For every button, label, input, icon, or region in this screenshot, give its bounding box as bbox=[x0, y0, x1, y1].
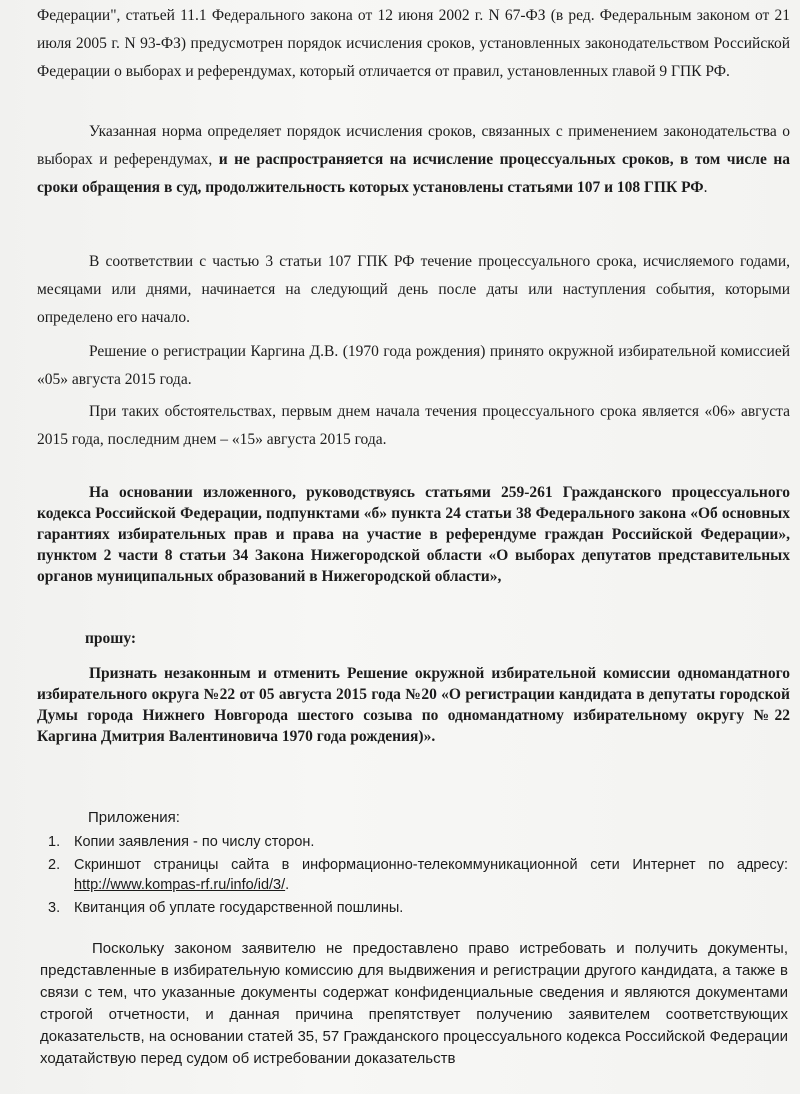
paragraph-4: Решение о регистрации Каргина Д.В. (1970 года рождения) принято окружной избирательной комиссией «05» августа 2015 года. bbox=[37, 343, 790, 388]
appendix-item-number: 3. bbox=[48, 900, 61, 916]
appendix-item-number: 1. bbox=[48, 834, 61, 850]
paragraph-2-bold: и не распространяется на исчисление процессуальных сроков, в том числе на сроки обращения в суд, продолжительность которых установлены статьями 107 и 108 ГПК РФ bbox=[37, 151, 790, 196]
paragraph-2-end: . bbox=[703, 179, 708, 196]
paragraph-6: На основании изложенного, руководствуясь статьями 259-261 Гражданского процессуального кодекса Российской Федерации, подпунктами «б» пункта 24 статьи 38 Федерального закона «Об основных гарантиях избирательных прав и права на участие в референдуме граждан Российской Федерации», пунктом 2 части 8 статьи 34 Закона Нижегородской области «О выборах депутатов представительных органов муниципальных образований в Нижегородской области», bbox=[37, 484, 790, 585]
appendix-item bbox=[42, 898, 788, 918]
paragraph-5: При таких обстоятельствах, первым днем начала течения процессуального срока является «06» августа 2015 года, последним днем – «15» августа 2015 года. bbox=[37, 403, 790, 448]
appendix-item bbox=[42, 855, 788, 895]
appendix-title: Приложения: bbox=[88, 809, 180, 826]
appendix-list bbox=[42, 832, 788, 918]
paragraph-7: Признать незаконным и отменить Решение окружной избирательной комиссии одномандатного избирательного округа №22 от 05 августа 2015 года №20 «О регистрации кандидата в депутаты городской Думы города Нижнего Новгорода шестого созыва по одномандатному избирательному округу №22 Каргина Дмитрия Валентиновича 1970 года рождения)». bbox=[37, 665, 790, 745]
appendix-item-text: Квитанция об уплате государственной пошлины. bbox=[74, 900, 404, 916]
appendix-link[interactable]: http://www.kompas-rf.ru/info/id/3/ bbox=[74, 877, 286, 893]
paragraph-intro bbox=[37, 2, 790, 86]
paragraph-final: Поскольку законом заявителю не предоставлено право истребовать и получить документы, представленные в избирательную комиссию для выдвижения и регистрации другого кандидата, а также в связи с тем, что указанные документы содержат конфиденциальные сведения и являются документами строгой отчетности, и данная причина препятствует получению заявителем соответствующих доказательств, на основании статей 35, 57 Гражданского процессуального кодекса Российской Федерации ходатайствую перед судом об истребовании доказательств bbox=[40, 940, 788, 1067]
paragraph-2-plain: Указанная норма определяет порядок исчисления сроков, связанных с применением законодательства о выборах и референдумах, bbox=[37, 123, 790, 168]
appendix-item bbox=[42, 832, 788, 852]
appendix-item-number: 2. bbox=[48, 857, 61, 873]
request-heading: прошу: bbox=[85, 630, 137, 647]
paragraph-3: В соответствии с частью 3 статьи 107 ГПК РФ течение процессуального срока, исчисляемого годами, месяцами или днями, начинается на следующий день после даты или наступления события, которыми определено его начало. bbox=[37, 253, 790, 326]
appendix-item-text: Копии заявления - по числу сторон. bbox=[74, 834, 315, 850]
appendix-link-suffix: . bbox=[285, 877, 290, 893]
paragraph-2 bbox=[37, 118, 790, 202]
appendix bbox=[42, 808, 788, 921]
paragraph-1: Федерации", статьей 11.1 Федерального закона от 12 июня 2002 г. N 67-ФЗ (в ред. Федеральным законом от 21 июля 2005 г. N 93-ФЗ) предусмотрен порядок исчисления сроков, установленных законодательством Российской Федерации о выборах и референдумах, который отличается от правил, установленных главой 9 ГПК РФ. bbox=[37, 7, 790, 80]
appendix-item-text: Скриншот страницы сайта в информационно-телекоммуникационной сети Интернет по адресу: bbox=[74, 857, 788, 873]
